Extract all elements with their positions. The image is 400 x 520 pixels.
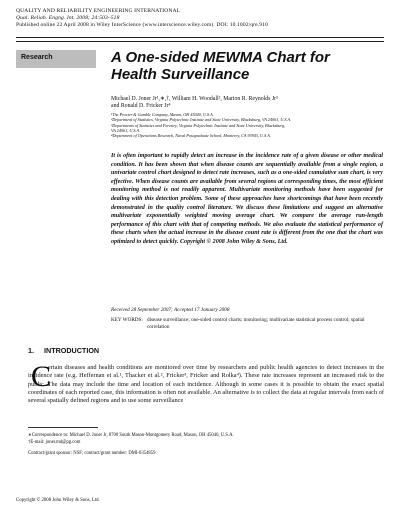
keywords: [111, 317, 383, 330]
affiliation: ⁴Department of Operations Research, Naval Postgraduate School, Monterey, CA 93943, U.S.A.: [111, 133, 271, 139]
keywords-label: KEY WORDS:: [111, 317, 143, 323]
journal-name: QUALITY AND RELIABILITY ENGINEERING INTERNATIONAL: [16, 8, 181, 14]
authors-line-1: Michael D. Joner Jr¹,∗,†, William H. Woodall², Marion R. Reynolds Jr³: [111, 96, 278, 102]
section-label-box: [16, 50, 96, 68]
affiliation: ²Department of Statistics, Virginia Polytechnic Institute and State University, Blacksburg, VA 24061, U.S.A.: [111, 117, 292, 123]
section-title: INTRODUCTION: [44, 346, 100, 355]
footnote-email: †E-mail: joner.md@pg.com: [28, 440, 81, 445]
intro-text: ertain diseases and health conditions are monitored over time by researchers and public health agencies to detect increases in the incidence rate (e.g. Heffernan et al.¹, Thacker et al.², Fricker³, Fricker and Rolka⁴). These rate increases represent an increased risk to the public. The data may include the time and location of each incidence. Although in some cases it is possible to obtain the exact spatial coordinates of each reported case, this information is often not available. An alternative is to collect the data at regular intervals from each of several spatially defined regions and to use some surveillance: [28, 364, 384, 405]
journal-citation: Qual. Reliab. Engng. Int. 2008; 24:503–518: [16, 15, 120, 21]
authors-line-2: and Ronald D. Fricker Jr⁴: [111, 103, 171, 110]
footnote-grant: Contract/grant sponsor: NSF; contract/grant number: DMI-0354859: [28, 451, 156, 456]
footnote-correspondence: ∗Correspondence to: Michael D. Joner Jr, 8700 South Mason-Montgomery Road, Mason, OH 45040, U.S.A.: [28, 433, 234, 438]
affiliation: VA 24061, U.S.A.: [111, 127, 141, 133]
drop-cap: C: [31, 360, 52, 393]
affiliations: [111, 112, 381, 138]
received-dates: Received 28 September 2007; Accepted 17 January 2008: [111, 307, 230, 313]
abstract: It is often important to rapidly detect an increase in the incidence rate of a given disease or other medical condition. It has been shown that when disease counts are sequentially available from a single region, a univariate control chart designed to detect rate increases, such as a one-sided cumulative sum chart, is very effective. When disease counts are available from several regions at corresponding times, the most efficient monitoring method is not readily apparent. Multivariate monitoring methods have been suggested for dealing with this detection problem. Some of these approaches have shortcomings that have been recently demonstrated in the quality control literature. We discuss these limitations and suggest an alternative multivariate exponentially weighted moving average chart. We compare the average run-length performance of this chart with that of competing methods. We also evaluate the statistical performance of these charts when the actual increase in the disease count rate is different from the one that the chart was optimized to detect quickly. Copyright © 2008 John Wiley & Sons, Ltd.: [111, 153, 383, 245]
affiliation: ³Departments of Statistics and Forestry, Virginia Polytechnic Institute and State University, Blacksburg,: [111, 122, 286, 128]
affiliation: ¹The Procter & Gamble Company, Mason, OH 45040, U.S.A.: [111, 112, 214, 117]
journal-header: [16, 8, 268, 29]
intro-paragraph: [28, 360, 384, 405]
header-rule: [16, 37, 384, 38]
header-rule-2: [16, 41, 384, 42]
author-list: [111, 96, 381, 110]
section-heading: [28, 346, 99, 355]
section-label: Research: [21, 54, 53, 61]
published-line: Published online 22 April 2008 in Wiley InterScience (www.interscience.wiley.com). DOI: 10.1002/qre.910: [16, 22, 268, 28]
paper-title: A One-sided MEWMA Chart for Health Surveillance: [111, 49, 330, 83]
footnote-rule: [28, 427, 98, 428]
keywords-list: disease surveillance; one-sided control charts; monitoring; multivariate statistical process control; spatial correlation: [147, 317, 365, 330]
section-number: 1.: [28, 346, 34, 355]
copyright-footer: Copyright © 2008 John Wiley & Sons, Ltd.: [16, 498, 100, 503]
